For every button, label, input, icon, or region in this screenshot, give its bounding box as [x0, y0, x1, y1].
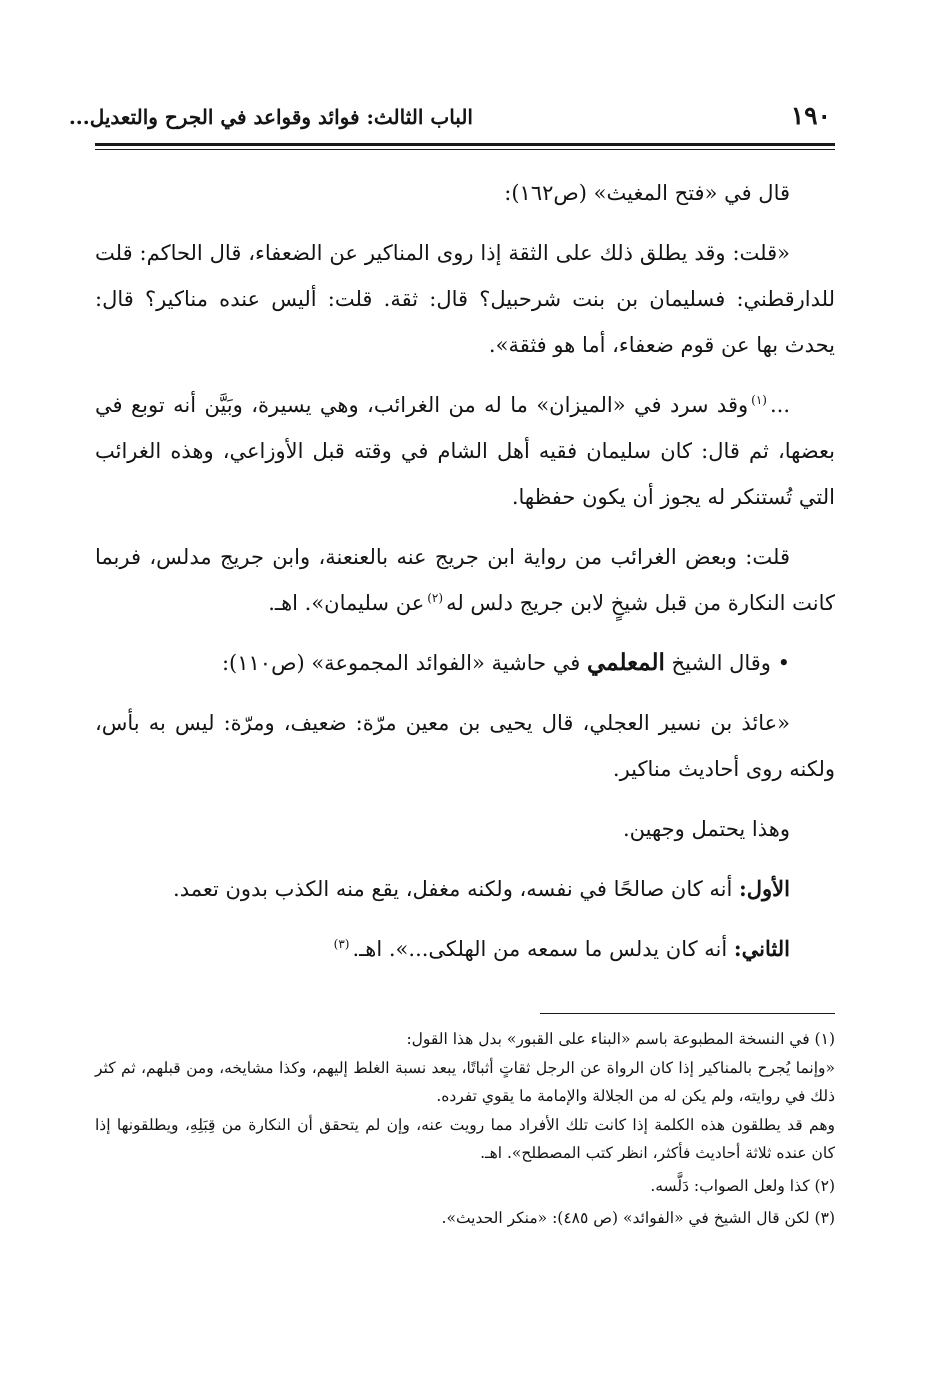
header-rule-thick — [95, 143, 835, 146]
ellipsis: ... — [769, 393, 790, 417]
paragraph-3 — [95, 382, 835, 520]
footnote-3: (٣) لكن قال الشيخ في «الفوائد» (ص ٤٨٥): «منكر الحديث». — [441, 1209, 835, 1227]
paragraph-5-text-b: في حاشية «الفوائد المجموعة» (ص١١٠): — [221, 651, 581, 675]
footnote-1-quote-2: وهم قد يطلقون هذه الكلمة إذا كانت تلك الأفراد مما رويت عنه، وإن لم يتحقق أن النكارة من قِبَلِهِ، ويطلقونها إذا كان عنده ثلاثة أحاديث فأكثر، انظر كتب المصطلح». اهـ. — [95, 1115, 835, 1162]
footnote-separator — [540, 1013, 835, 1014]
footnote-ref-1: (١) — [751, 393, 767, 407]
running-title: الباب الثالث: فوائد وقواعد في الجرح والتعديل... — [68, 105, 473, 129]
page-number: ١٩٠ — [790, 101, 831, 130]
paragraph-9 — [95, 926, 835, 972]
paragraph-8 — [95, 866, 835, 912]
paragraph-1: قال في «فتح المغيث» (ص١٦٢): — [504, 181, 790, 205]
paragraph-3-text: وقد سرد في «الميزان» ما له من الغرائب، وهي يسيرة، وبَيَّن أنه توبع في بعضها، ثم قال: كان سليمان فقيه أهل الشام في وقته قبل الأوزاعي، وهذه الغرائب التي تُستنكر له يجوز أن يكون حفظها. — [95, 393, 835, 509]
paragraph-6: «عائذ بن نسير العجلي، قال يحيى بن معين مرّة: ضعيف، ومرّة: ليس به بأس، ولكنه روى أحاديث مناكير. — [95, 711, 835, 781]
footnote-ref-3: (٣) — [333, 937, 350, 951]
footnote-1-quote: «وإنما يُجرح بالمناكير إذا كان الرواة عن الرجل ثقاتٍ أثباتًا، يبعد نسبة الغلط إليهم، وكذا مشايخه، ومن قبلهم، ثم كثر ذلك في روايته، ولم يكن له من الجلالة والإمامة ما يقوي تفرده. — [95, 1058, 835, 1105]
book-page — [68, 0, 835, 1389]
main-text — [95, 170, 835, 986]
footnote-2: (٢) كذا ولعل الصواب: دَلَّسه. — [650, 1176, 835, 1195]
page-header — [68, 96, 835, 140]
footnotes — [95, 1025, 835, 1233]
paragraph-4 — [95, 534, 835, 626]
paragraph-2: «قلت: وقد يطلق ذلك على الثقة إذا روى المناكير عن الضعفاء، قال الحاكم: قلت للدارقطني: فسليمان بن بنت شرحبيل؟ قال: ثقة. قلت: أليس عنده مناكير؟ قال: يحدث بها عن قوم ضعفاء، أما هو فثقة». — [95, 241, 835, 357]
footnote-ref-2: (٢) — [427, 591, 444, 605]
bullet: • — [777, 651, 790, 675]
paragraph-5 — [95, 640, 835, 686]
paragraph-7: وهذا يحتمل وجهين. — [622, 817, 790, 841]
footnote-1: (١) في النسخة المطبوعة باسم «البناء على القبور» بدل هذا القول: — [406, 1030, 835, 1048]
first-label: الأول: — [739, 876, 790, 901]
second-label: الثاني: — [733, 936, 790, 961]
paragraph-4-text-b: عن سليمان». اهـ. — [268, 591, 425, 615]
header-rule-thin — [95, 149, 835, 150]
scholar-name: المعلمي — [586, 649, 665, 676]
paragraph-5-text-a: وقال الشيخ — [671, 651, 771, 675]
second-text: أنه كان يدلس ما سمعه من الهلكى...». اهـ. — [352, 937, 728, 961]
first-text: أنه كان صالحًا في نفسه، ولكنه مغفل، يقع منه الكذب بدون تعمد. — [173, 877, 733, 901]
paragraph-4-text-a: قلت: وبعض الغرائب من رواية ابن جريج عنه بالعنعنة، وابن جريج مدلس، فربما كانت النكارة من قبل شيخٍ لابن جريج دلس له — [95, 545, 835, 615]
